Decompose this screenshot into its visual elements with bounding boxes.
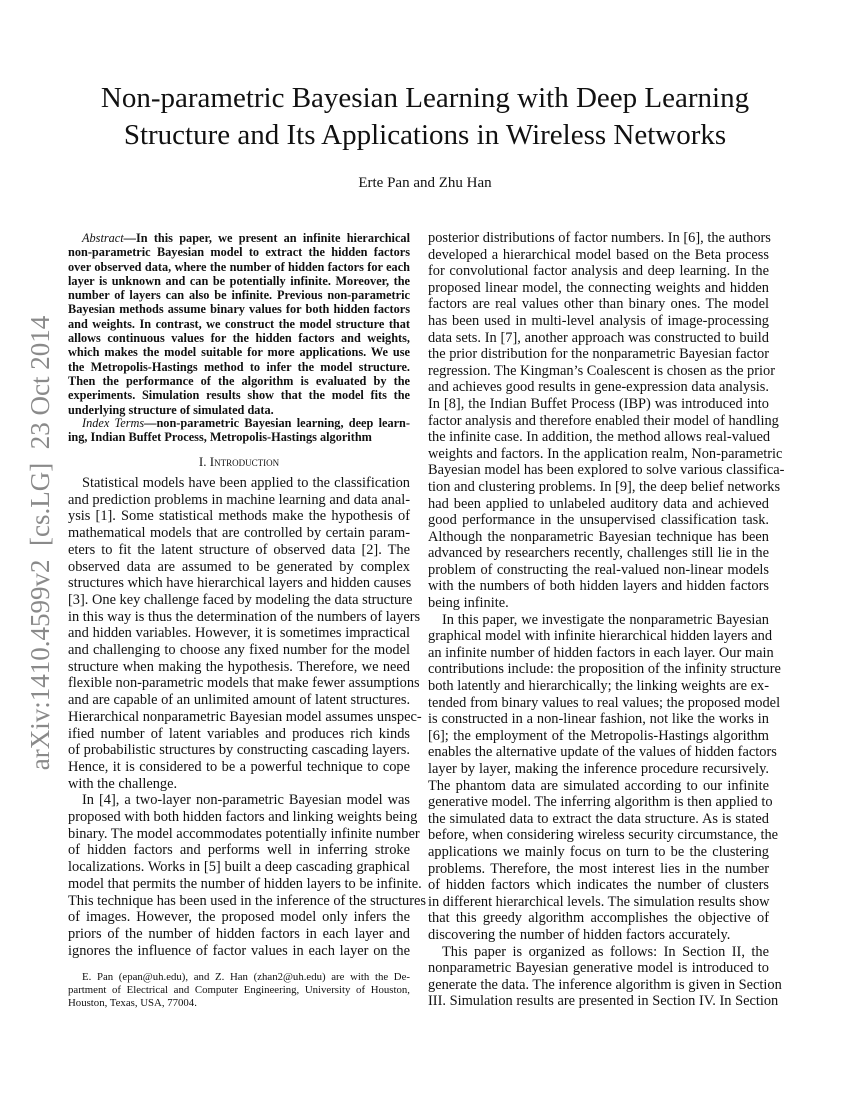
text-line: posterior distributions of factor numbers. In [6], the authors bbox=[428, 230, 771, 246]
abstract-line: and weights. In contrast, we construct the model structure that bbox=[68, 316, 410, 331]
text-line: enables the alternative update of the values of hidden factors bbox=[428, 744, 777, 761]
title-line: Non-parametric Bayesian Learning with Deep Learning bbox=[100, 82, 750, 114]
abstract-line: which makes the model suitable for more applications. We use bbox=[68, 345, 410, 360]
text-line: that this greedy algorithm accomplishes the objective of bbox=[428, 910, 769, 927]
text-line: applications we mainly focus on turn to be the clustering bbox=[428, 843, 769, 860]
text-line: [3]. One key challenge faced by modeling the data structure bbox=[68, 591, 413, 608]
index-terms-line bbox=[68, 416, 410, 430]
text-line: has been used in multi-level analysis of image-processing bbox=[428, 312, 769, 329]
text-line: Statistical models have been applied to the classification bbox=[82, 475, 410, 491]
text-line: structure when making the hypothesis. Therefore, we need bbox=[68, 658, 410, 675]
text-line: III. Simulation results are presented in Section IV. In Section bbox=[428, 993, 779, 1010]
text-line: In [4], a two-layer non-parametric Bayesian model was bbox=[82, 792, 410, 809]
text-line: model that permits the number of hidden layers to be infinite. bbox=[68, 875, 422, 892]
text-line: localizations. Works in [5] built a deep cascading graphical bbox=[68, 859, 410, 876]
text-line: eters to fit the latent structure of observed data [2]. The bbox=[68, 541, 410, 558]
paragraph bbox=[428, 943, 782, 1010]
text-line: Bayesian model has been explored to solve various classifica- bbox=[428, 462, 785, 479]
text-line: both latently and hierarchically; the linking weights are ex- bbox=[428, 678, 769, 695]
text-line: observed data are assumed to be generated by complex bbox=[68, 558, 410, 575]
abstract-line: Then the performance of the algorithm is evaluated by the bbox=[68, 373, 410, 388]
text-line: [6]; the employment of the Metropolis-Hastings algorithm bbox=[428, 727, 769, 744]
arxiv-stamp: arXiv:1410.4599v2 [cs.LG] 23 Oct 2014 bbox=[25, 315, 55, 771]
left-column-body bbox=[68, 475, 427, 959]
abstract-line bbox=[68, 231, 410, 245]
text-line: and challenging to choose any fixed number for the model bbox=[68, 642, 410, 659]
text-line: In [8], the Indian Buffet Process (IBP) was introduced into bbox=[428, 395, 769, 412]
text-line: of probabilistic structures by constructing cascading layers. bbox=[68, 742, 410, 759]
paragraph bbox=[428, 230, 785, 612]
abstract-line: underlying structure of simulated data. bbox=[68, 402, 274, 417]
text-line: In this paper, we investigate the nonparametric Bayesian bbox=[442, 611, 769, 628]
text-line: flexible non-parametric models that make fewer assumptions bbox=[68, 675, 420, 692]
section-heading: I. Introduction bbox=[198, 454, 280, 469]
footnote-line: Houston, Texas, USA, 77004. bbox=[68, 997, 197, 1009]
text-line: being infinite. bbox=[428, 595, 509, 612]
text-line: developed a hierarchical model based on the Beta process bbox=[428, 246, 769, 263]
text-line: advanced by researchers recently, challenges still lie in the bbox=[428, 545, 769, 562]
text-line: ysis [1]. Some statistical methods make the hypothesis of bbox=[68, 508, 410, 525]
text-line: problems. Therefore, the most interest lies in the number bbox=[428, 860, 769, 877]
text-line: nonparametric Bayesian generative model is introduced to bbox=[428, 960, 769, 977]
text-line: the simulated data to extract the data structure. As is stated bbox=[428, 810, 769, 827]
text-line: had been applied to unlabeled auditory data and achieved bbox=[428, 495, 769, 512]
footnote bbox=[68, 971, 410, 1010]
text-line: factors are real values other than binary ones. The model bbox=[428, 296, 769, 313]
text-line: problem of constructing the real-valued non-linear models bbox=[428, 561, 769, 578]
text-line: proposed with both hidden factors and linking weights being bbox=[68, 809, 418, 826]
paragraph bbox=[68, 792, 427, 959]
text-line: is constructed in a non-linear fashion, not like the works in bbox=[428, 711, 769, 728]
text-line: tended from binary values to real values; the proposed model bbox=[428, 694, 781, 711]
index-terms bbox=[68, 416, 410, 445]
text-line: an infinite number of hidden factors in each layer. Our main bbox=[428, 644, 774, 661]
text-line: graphical model with infinite hierarchical hidden layers and bbox=[428, 628, 773, 645]
text-line: the infinite case. In addition, the method allows real-valued bbox=[428, 429, 771, 446]
text-line: layer by layer, making the inference procedure recursively. bbox=[428, 761, 769, 777]
text-line: in this way is thus the determination of the numbers of layers bbox=[68, 608, 421, 625]
text-line: in different hierarchical levels. The simulation results show bbox=[428, 893, 770, 910]
text-line: Hence, it is considered to be a powerful technique to cope bbox=[68, 758, 410, 775]
text-line: generate the data. The inference algorithm is given in Section bbox=[428, 976, 782, 993]
text-line: before, when considering wireless security circumstance, the bbox=[428, 827, 779, 844]
text-line: and prediction problems in machine learning and data anal- bbox=[68, 491, 411, 508]
text-line: discovering the number of hidden factors accurately. bbox=[428, 926, 731, 943]
text-line: and are capable of an unlimited amount of latent structures. bbox=[68, 692, 411, 709]
abstract-line: number of layers can also be infinite. Previous non-parametric bbox=[68, 288, 410, 303]
abstract-label: Abstract bbox=[82, 231, 124, 245]
footnote-line: E. Pan (epan@uh.edu), and Z. Han (zhan2@uh.edu) are with the De- bbox=[82, 971, 410, 983]
index-terms-label: Index Terms bbox=[82, 416, 145, 430]
paragraph bbox=[428, 611, 781, 944]
abstract-line: allows continuous values for the hidden factors and weights, bbox=[68, 331, 410, 346]
footnote-line: partment of Electrical and Computer Engineering, University of Houston, bbox=[68, 984, 410, 996]
text-line: and hidden variables. However, it is sometimes impractical bbox=[68, 625, 410, 642]
abstract-text: —In this paper, we present an infinite hierarchical bbox=[123, 231, 410, 245]
abstract-line: experiments. Simulation results show that the model fits the bbox=[68, 388, 410, 403]
text-line: for convolutional factor analysis and deep learning. In the bbox=[428, 263, 769, 280]
text-line: Although the nonparametric Bayesian technique has been bbox=[428, 528, 769, 545]
text-line: priors of the number of hidden factors in each layer and bbox=[68, 925, 410, 942]
text-line: regression. The Kingman’s Coalescent is chosen as the prior bbox=[428, 362, 776, 379]
text-line: ified number of latent variables and produces rich kinds bbox=[68, 725, 410, 742]
text-line: of hidden factors and performs well in inferring stroke bbox=[68, 842, 410, 859]
text-line: data sets. In [7], another approach was constructed to build bbox=[428, 329, 769, 346]
text-line: with the challenge. bbox=[68, 775, 178, 792]
text-line: good performance in the unsupervised classification task. bbox=[428, 512, 769, 529]
text-line: tion and clustering problems. In [9], the deep belief networks bbox=[428, 478, 781, 495]
abstract bbox=[68, 231, 410, 417]
abstract-line: non-parametric Bayesian model to extract the hidden factors bbox=[68, 245, 410, 260]
text-line: contributions include: the proposition of the infinity structure bbox=[428, 661, 781, 678]
text-line: the prior distribution for the nonparametric Bayesian factor bbox=[428, 346, 769, 363]
text-line: and achieves good results in gene-expression data analysis. bbox=[428, 379, 769, 396]
text-line: proposed linear model, the connecting weights and hidden bbox=[428, 279, 769, 296]
text-line: of images. However, the proposed model only infers the bbox=[68, 909, 410, 926]
index-terms-text: —non-parametric Bayesian learning, deep learn- bbox=[144, 416, 410, 430]
text-line: This paper is organized as follows: In Section II, the bbox=[442, 943, 769, 960]
text-line: The phantom data are simulated according to our infinite bbox=[428, 777, 769, 794]
text-line: structures which have hierarchical layers and hidden causes bbox=[68, 575, 412, 592]
abstract-line: Bayesian methods assume binary values for both hidden factors bbox=[68, 302, 410, 317]
title-line: Structure and Its Applications in Wireless Networks bbox=[123, 119, 727, 151]
text-line: Hierarchical nonparametric Bayesian model assumes unspec- bbox=[68, 708, 422, 725]
text-line: of hidden factors which indicates the number of clusters bbox=[428, 877, 769, 894]
text-line: This technique has been used in the inference of the structures bbox=[68, 892, 427, 909]
abstract-line: the Metropolis-Hastings method to infer the model structure. bbox=[68, 359, 410, 374]
text-line: binary. The model accommodates potentially infinite number bbox=[68, 825, 420, 842]
text-line: factor analysis and therefore enabled their model of handling bbox=[428, 412, 779, 429]
index-terms-line: ing, Indian Buffet Process, Metropolis-Hastings algorithm bbox=[68, 430, 372, 445]
text-line: generative model. The inferring algorithm is then applied to bbox=[428, 794, 773, 811]
text-line: mathematical models that are controlled by certain param- bbox=[68, 525, 410, 542]
abstract-line: layer is unknown and can be potentially infinite. Moreover, the bbox=[68, 273, 410, 288]
text-line: ignores the influence of factor values in each layer on the bbox=[68, 942, 410, 959]
authors: Erte Pan and Zhu Han bbox=[358, 175, 492, 191]
paper-title bbox=[0, 80, 850, 154]
text-line: with the numbers of both hidden layers and hidden factors bbox=[428, 578, 769, 595]
right-column-body bbox=[428, 230, 785, 1010]
paragraph bbox=[68, 475, 422, 792]
abstract-line: over observed data, where the number of hidden factors for each bbox=[68, 259, 410, 274]
text-line: weights and factors. In the application realm, Non-parametric bbox=[428, 445, 783, 462]
